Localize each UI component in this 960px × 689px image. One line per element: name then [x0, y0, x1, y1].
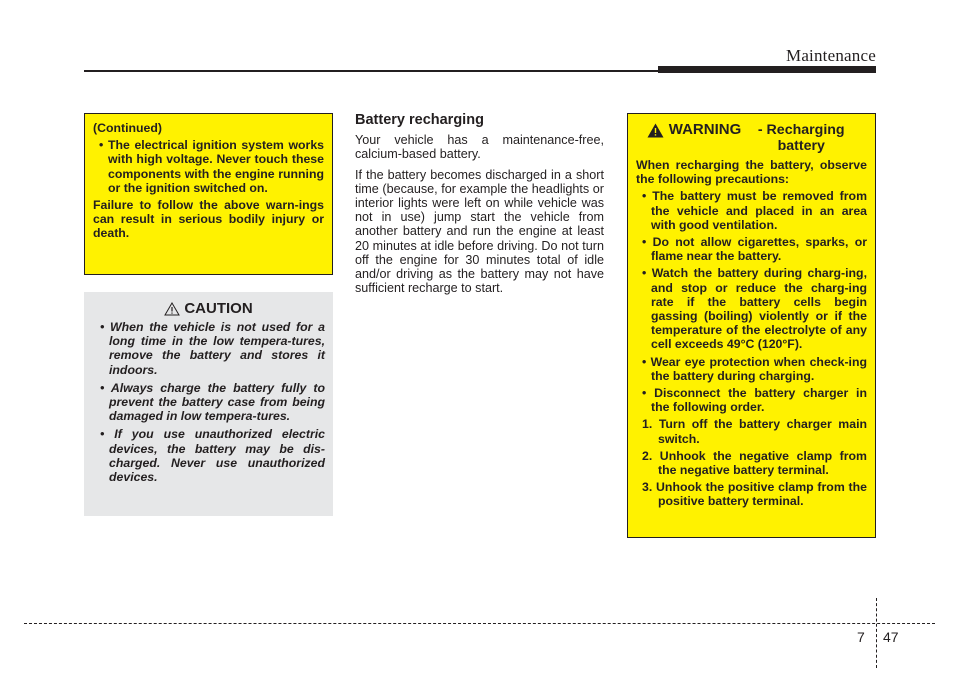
- continued-warning-box: [84, 113, 333, 275]
- warning-step: 1. Turn off the battery charger main switch.: [642, 417, 867, 446]
- warning-box: [627, 113, 876, 538]
- caution-title: CAUTION: [184, 300, 253, 317]
- caution-item: • When the vehicle is not used for a long time in the low tempera-tures, remove the battery and stores it indoors.: [100, 320, 325, 377]
- caution-box: [84, 292, 333, 516]
- footer-dashed-divider: [876, 598, 877, 668]
- footer-dashed-line: [24, 623, 935, 624]
- caution-item: • Always charge the battery fully to prevent the battery case from being damaged in low tempera-tures.: [100, 380, 325, 424]
- warning-step: 2. Unhook the negative clamp from the negative battery terminal.: [642, 448, 867, 478]
- continued-label: (Continued): [93, 121, 162, 135]
- chapter-number: 7: [857, 629, 865, 645]
- body-paragraph: If the battery becomes discharged in a short time (because, for example the headlights or interior lights were left on while vehicle was not in use) jump start the vehicle from another battery and run the engine at least 20 minutes at idle before driving. Do not turn off the engine for 30 minutes total of idle and/or driving as the battery may not have sufficient recharge to start.: [355, 167, 604, 296]
- caution-header: [92, 300, 325, 317]
- warning-triangle-icon: [647, 123, 664, 138]
- warning-item: • Disconnect the battery charger in the following order.: [642, 386, 867, 415]
- header-rule: [84, 70, 658, 72]
- continued-bullet: • The electrical ignition system works with high voltage. Never touch these components with the engine running or the ignition switched on.: [99, 138, 324, 195]
- warning-item: • Do not allow cigarettes, sparks, or flame near the battery.: [642, 235, 867, 264]
- page-number: 47: [883, 629, 899, 645]
- caution-item: • If you use unauthorized electric devices, the battery may be dis-charged. Never use unauthorized devices.: [100, 427, 325, 485]
- caution-triangle-icon: [164, 302, 180, 316]
- body-paragraph: Your vehicle has a maintenance-free, calcium-based battery.: [355, 133, 604, 162]
- warning-header: [636, 122, 867, 154]
- warning-step: 3. Unhook the positive clamp from the positive battery terminal.: [642, 480, 867, 509]
- section-title: Maintenance: [786, 46, 876, 65]
- warning-intro: When recharging the battery, observe the following precautions:: [636, 158, 867, 187]
- battery-recharging-section: [355, 113, 604, 301]
- warning-subtitle: - Recharging battery: [757, 122, 845, 154]
- header-bar: [658, 66, 876, 73]
- warning-word: WARNING: [668, 121, 742, 138]
- warning-item: • Wear eye protection when check-ing the battery during charging.: [642, 354, 867, 383]
- section-heading: Battery recharging: [355, 112, 484, 128]
- continued-closing: Failure to follow the above warn-ings can result in serious bodily injury or death.: [93, 198, 324, 241]
- warning-item: • The battery must be removed from the vehicle and placed in an area with good ventilation.: [642, 189, 867, 232]
- warning-item: • Watch the battery during charg-ing, and stop or reduce the charg-ing rate if the battery cells begin gassing (boiling) violently or if the temperature of the electrolyte of any cell exceeds 49°C (120°F).: [642, 266, 867, 352]
